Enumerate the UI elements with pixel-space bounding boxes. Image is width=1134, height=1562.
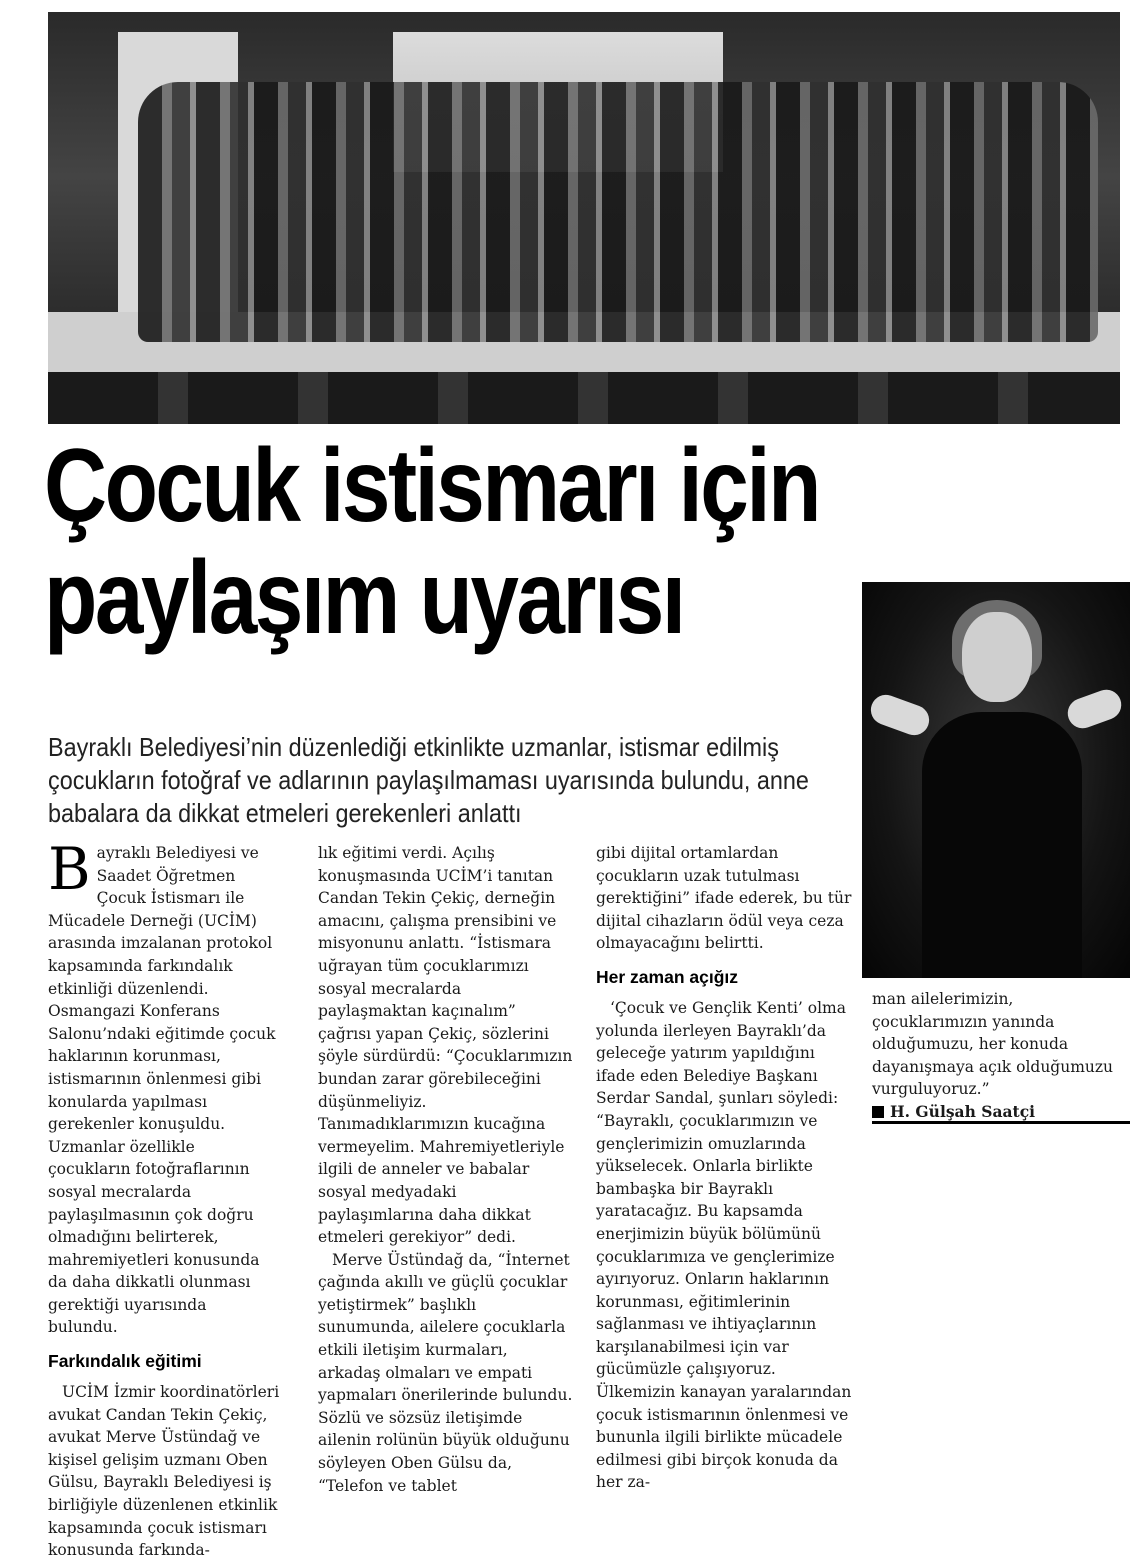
article-column-2 bbox=[318, 842, 573, 1497]
headline bbox=[44, 430, 955, 654]
paragraph-intro bbox=[48, 835, 280, 1339]
end-rule bbox=[872, 1121, 1130, 1124]
headline-line-1: Çocuk istismarı için bbox=[44, 428, 819, 544]
auditorium-seats bbox=[48, 372, 1120, 424]
paragraph-ucim: UCİM İzmir koordinatörleri avukat Candan Tekin Çekiç, avukat Merve Üstündağ ve kişisel gelişim uzmanı Oben Gülsu, Bayraklı Belediyesi iş birliğiyle düzenlenen etkinlik kapsamında çocuk istismarı konusunda farkında- bbox=[48, 1383, 280, 1560]
paragraph-intro-text: ayraklı Belediyesi ve Saadet Öğretmen Çocuk İstismarı ile Mücadele Derneği (UCİM) arasında imzalanan protokol kapsamında farkındalık etkinliği düzenlendi. Osmangazi Konferans Salonu’ndaki eğitimde çocuk haklarının korunması, istismarının önlenmesi gibi konularda yapılması gerekenler konuşuldu. Uzmanlar özellikle çocukların fotoğraflarının sosyal mecralarda paylaşılmasının çok doğru olmadığını belirterek, mahremiyetleri konusunda da daha dikkatli olunması gerektiği uyarısında bulundu. bbox=[48, 844, 276, 1337]
article-column-4 bbox=[872, 988, 1128, 1123]
paragraph-gulsu: gibi dijital ortamlardan çocukların uzak tutulması gerektiğini” ifade ederek, bu tür dijital cihazların ödül veya ceza olmayacağını belirtti. bbox=[596, 844, 852, 953]
byline-square-icon bbox=[872, 1106, 884, 1118]
speaker-body bbox=[922, 712, 1082, 978]
paragraph-closing: man ailelerimizin, çocuklarımızın yanında olduğumuzu, her konuda dayanışmaya açık olduğumuzu vurguluyoruz.” bbox=[872, 990, 1114, 1099]
subhead-farkindalik: Farkındalık eğitimi bbox=[48, 1351, 202, 1372]
paragraph-cekic: lık eğitimi verdi. Açılış konuşmasında UCİM’i tanıtan Candan Tekin Çekiç, derneğin amacını, çalışma prensibini ve misyonunu anlattı. “İstismara uğrayan tüm çocuklarımızı sosyal mecralarda paylaşmaktan kaçınalım” çağrısı yapan Çekiç, sözlerini şöyle sürdürdü: “Çocuklarımızın bundan zarar görebileceğini düşünmeliyiz. Tanımadıklarımızın kucağına vermeyelim. Mahremiyetleriyle ilgili de anneler ve babalar sosyal medyadaki paylaşımlarına daha dikkat etmeleri gerekiyor” dedi. bbox=[318, 844, 573, 1247]
article-column-1 bbox=[48, 835, 280, 1562]
group-photo bbox=[48, 12, 1120, 424]
speaker-left-hand bbox=[867, 691, 934, 740]
subhead-her-zaman: Her zaman açığız bbox=[596, 966, 738, 987]
byline bbox=[872, 1101, 1128, 1123]
drop-cap: B bbox=[48, 835, 91, 903]
speaker-face bbox=[962, 612, 1032, 702]
headline-line-2: paylaşım uyarısı bbox=[44, 540, 684, 656]
paragraph-ustundag: Merve Üstündağ da, “İnternet çağında akıllı ve güçlü çocuklar yetiştirmek” başlıklı sunumunda, ailelere çocuklarla etkili iletişim kurmaları, arkadaş olmaları ve empati yapmaları önerilerinde bulundu. Sözlü ve sözsüz iletişimde ailenin rolünün büyük olduğunu söyleyen Oben Gülsu da, “Telefon ve tablet bbox=[318, 1250, 573, 1495]
article-column-3 bbox=[596, 842, 852, 1494]
article-deck: Bayraklı Belediyesi’nin düzenlediği etkinlikte uzmanlar, istismar edilmiş çocukların fotoğraf ve adlarının paylaşılmaması uyarısında bulundu, anne babalara da dikkat etmeleri gerekenleri anlattı bbox=[48, 732, 809, 828]
speaker-photo bbox=[862, 582, 1130, 978]
group-of-people bbox=[138, 82, 1098, 342]
speaker-right-hand bbox=[1064, 685, 1126, 732]
paragraph-sandal: ‘Çocuk ve Gençlik Kenti’ olma yolunda ilerleyen Bayraklı’da geleceğe yatırım yapıldığını ifade eden Belediye Başkanı Serdar Sandal, şunları söyledi: “Bayraklı, çocuklarımızın ve gençlerimizin omuzlarında yükselecek. Onlarla birlikte bambaşka bir Bayraklı yaratacağız. Bu kapsamda enerjimizin büyük bölümünü çocuklarımıza ve gençlerimize ayırıyoruz. Onların haklarının korunması, eğitimlerinin sağlanması ve ihtiyaçlarının karşılanabilmesi için var gücümüzle çalışıyoruz. Ülkemizin kanayan yaralarından çocuk istismarının önlenmesi ve bununla ilgili birlikte mücadele edilmesi gibi birçok konuda da her za- bbox=[596, 998, 852, 1492]
byline-author: H. Gülşah Saatçi bbox=[890, 1101, 1036, 1121]
